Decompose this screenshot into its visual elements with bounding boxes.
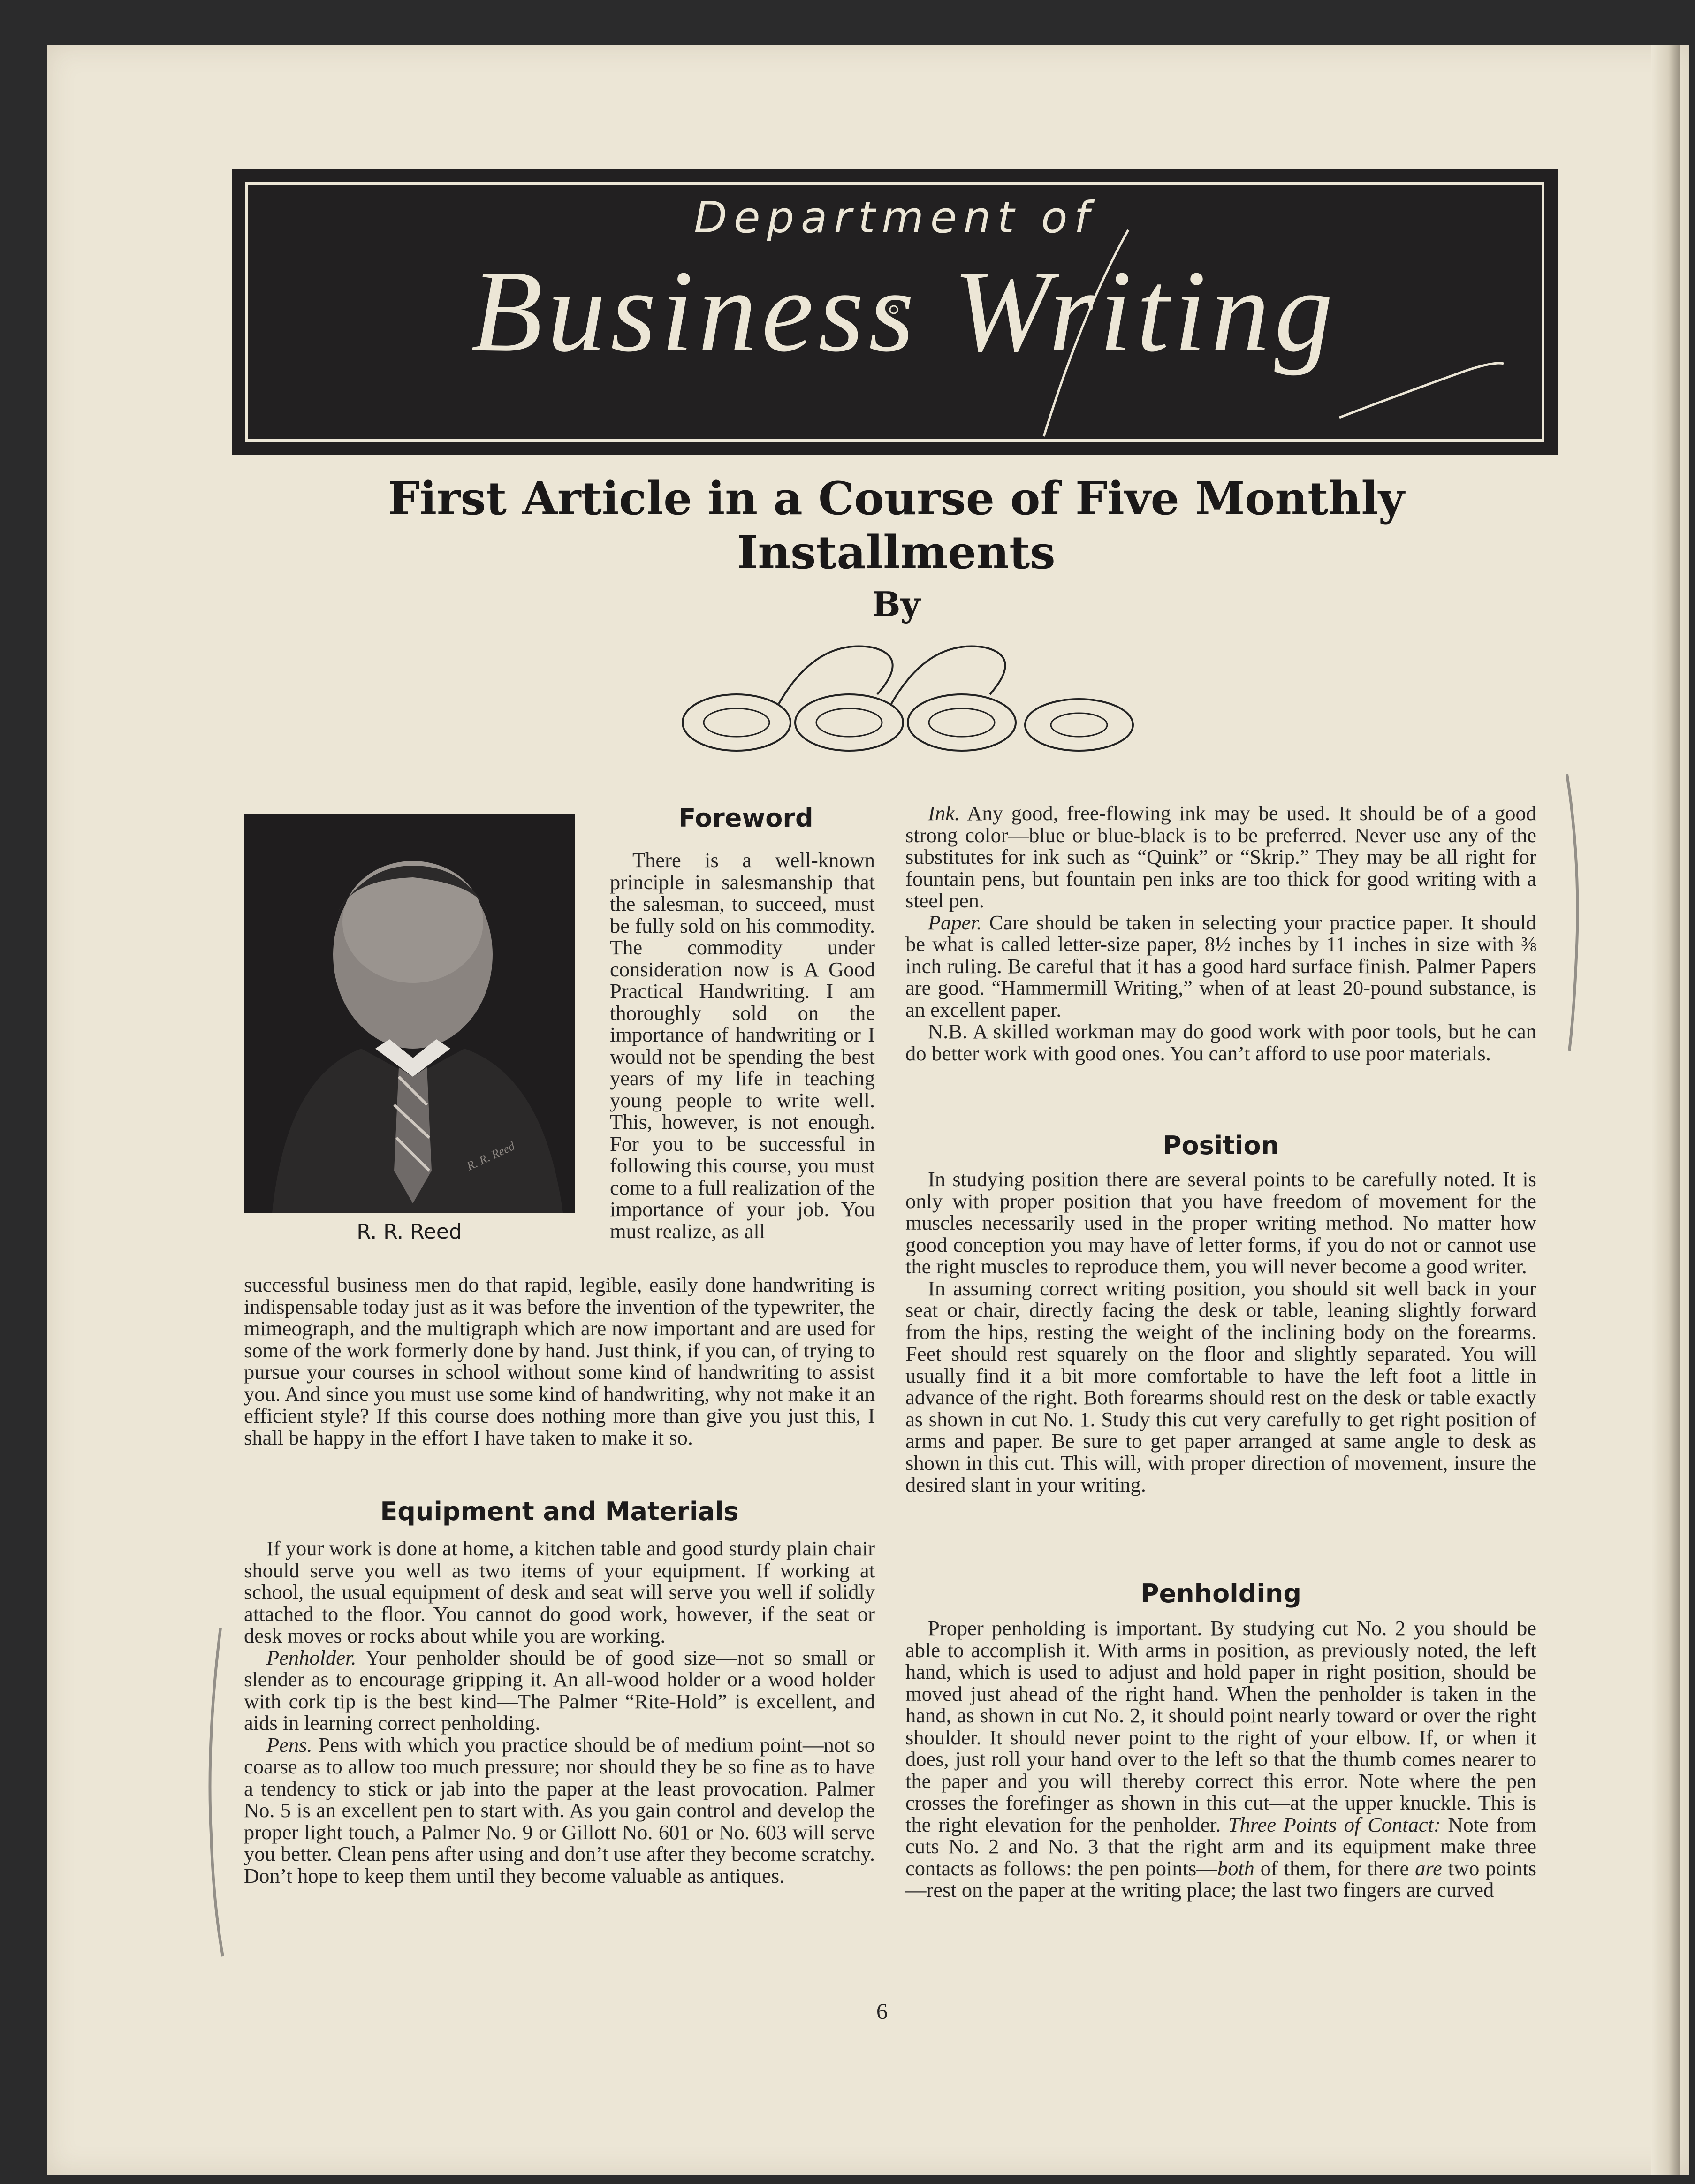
equipment-heading: Equipment and Materials: [380, 1497, 739, 1526]
pens-text: Pens with which you practice should be of medium point—not so coarse as to allow too much pressure; nor should they be so fine as to have a tendency to stick or jab into the paper at the least provocation. Palmer No. 5 is an excellent pen to start with. As you gain control and develop the proper light touch, a Palmer No. 9 or Gillott No. 601 or No. 603 will serve you better. Clean pens after using and don’t use after they become scratchy. Don’t hope to keep them until they become valuable as antiques.: [244, 1733, 875, 1887]
penholding-heading: Penholding: [1140, 1579, 1301, 1608]
penholding-text-end: two points—rest on the paper at the writing place; the last two fingers are curved: [905, 1856, 1537, 1902]
foreword-heading: Foreword: [678, 803, 813, 833]
position-paragraph-1: In studying position there are several points to be carefully noted. It is only with proper position that you have freedom of movement for the muscles necessarily used in the proper writing method. No matter how good conception you may have of letter forms, if you do not or cannot use the right muscles to reproduce them, you will never become a good writer.: [905, 1167, 1536, 1278]
article-by: By: [872, 584, 920, 624]
penholder-label: Penholder.: [266, 1645, 357, 1669]
penholding-text-start: Proper penholding is important. By studying cut No. 2 you should be able to accomplish it. With arms in position, as previously noted, the left hand, which is used to adjust and hold paper in right position, should be moved just ahead of the right hand. When the penholder is taken in the hand, as shown in cut No. 2, it should point nearly toward or over the right shoulder. It should never point to the right of your elbow. If, or when it does, just roll your hand over to the left so that the thumb comes nearer to the paper and you will thereby correct this error. Note where the pen crosses the forefinger as shown in this cut—at the upper knuckle. This is the right elevation for the penholder.: [905, 1616, 1536, 1836]
author-photo: [244, 814, 575, 1213]
penholding-text-mid2: of them, for there: [1260, 1856, 1409, 1880]
photo-signature: R. R. Reed: [464, 1139, 517, 1173]
position-heading: Position: [1163, 1131, 1279, 1160]
page-number: 6: [876, 1999, 888, 2024]
ink-text: Any good, free-flowing ink may be used. It should be of a good strong color—blue or blue-black is to be preferred. Never use any of the substitutes for ink such as “Quink” or “Skrip.” They may be all right for fountain pens, but fountain pen inks are too thick for good writing with a steel pen.: [905, 801, 1537, 912]
pens-label: Pens.: [266, 1733, 312, 1757]
nb-paragraph: N.B. A skilled workman may do good work with poor tools, but he can do better work with good ones. You can’t afford to use poor materials.: [905, 1020, 1536, 1065]
ink-label: Ink.: [928, 801, 960, 825]
equipment-text: [244, 1537, 875, 1887]
are-emphasis: are: [1415, 1856, 1442, 1880]
paper-paragraph: [905, 912, 1536, 1021]
foreword-paragraph: There is a well-known principle in salesmanship that the salesman, to succeed, must be fully sold on his commodity. The commodity under consideration now is A Good Practical Handwriting. I am thoroughly sold on the importance of handwriting or I would not be spending the best years of my life in teaching young people to write well. This, however, is not enough. For you to be successful in following this course, you must come to a full realization of the importance of your job. You must realize, as all: [610, 848, 875, 1243]
foreword-continuation: successful business men do that rapid, legible, easily done handwriting is indispensable today just as it was before the invention of the typewriter, the mimeograph, and the multigraph which are now important and are used for some of the work formerly done by hand. Just think, if you can, of trying to pursue your courses in school without some kind of handwriting to assist you. And since you must use some kind of handwriting, why not make it an efficient style? If this course does nothing more than give you just this, I shall be happy in the effort I have taken to make it so.: [244, 1273, 875, 1449]
both-emphasis: both: [1217, 1856, 1254, 1880]
penholder-text: Your penholder should be of good size—not so small or slender as to encourage gripping it. An all-wood holder or a wood holder with cork tip is the best kind—The Palmer “Rite-Hold” is excellent, and aids in learning correct penholding.: [244, 1645, 875, 1735]
position-paragraph-2: In assuming correct writing position, you should sit well back in your seat or chair, directly facing the desk or table, leaning slightly forward from the hips, resting the weight of the inclining body on the forearms. Feet should rest squarely on the floor and slightly separated. You will usually find it a bit more comfortable to have the left foot a little in advance of the right. Both forearms should rest on the desk or table exactly as shown in cut No. 1. Study this cut very carefully to get right position of arms and paper. Be sure to get paper arranged at same angle to desk as shown in this cut. This will, with proper direction of movement, insure the desired slant in your writing.: [905, 1276, 1536, 1496]
margin-pencil-mark-right: [1562, 769, 1590, 1060]
paper-label: Paper.: [928, 910, 982, 934]
photo-caption: R. R. Reed: [357, 1220, 462, 1244]
department-banner: [232, 169, 1558, 455]
portrait-figure: [244, 814, 575, 1213]
foreword-narrow-text: [610, 849, 875, 1242]
margin-pencil-mark-left: [202, 1623, 230, 1961]
foreword-wide-text: [244, 1274, 875, 1448]
position-text: [905, 1168, 1536, 1496]
banner-department-label: Department of: [694, 192, 1096, 243]
banner-flourish: [237, 174, 1562, 460]
author-signature: [676, 629, 1145, 769]
penholding-text-mid: Note from cuts No. 2 and No. 3 that the right arm and its equipment make three contacts as follows: the pen points—: [905, 1812, 1536, 1880]
paper-text: Care should be taken in selecting your practice paper. It should be what is called letter-size paper, 8½ inches by 11 inches in size with ⅜ inch ruling. Be careful that it has a good hard surface finish. Palmer Papers are good. “Hammermill Writing,” when of at least 20-pound substance, is an excellent paper.: [905, 910, 1536, 1021]
right-column-materials: [905, 802, 1536, 1064]
pens-paragraph: [244, 1734, 875, 1887]
penholding-text: [905, 1617, 1536, 1901]
banner-title-script: Business Writing: [471, 246, 1338, 376]
ink-paragraph: [905, 802, 1536, 912]
penholding-paragraph: [905, 1617, 1536, 1901]
three-points-label: Three Points of Contact:: [1228, 1812, 1441, 1836]
article-title: First Article in a Course of Five Monthly Installments: [388, 472, 1405, 579]
page-spine: [1651, 45, 1680, 2175]
equipment-paragraph: If your work is done at home, a kitchen table and good sturdy plain chair should serve you well as two items of your equipment. If working at school, the usual equipment of desk and seat will serve you well if solidly attached to the floor. You cannot do good work, however, if the seat or desk moves or rocks about while you are working.: [244, 1537, 875, 1647]
penholder-paragraph: [244, 1647, 875, 1734]
